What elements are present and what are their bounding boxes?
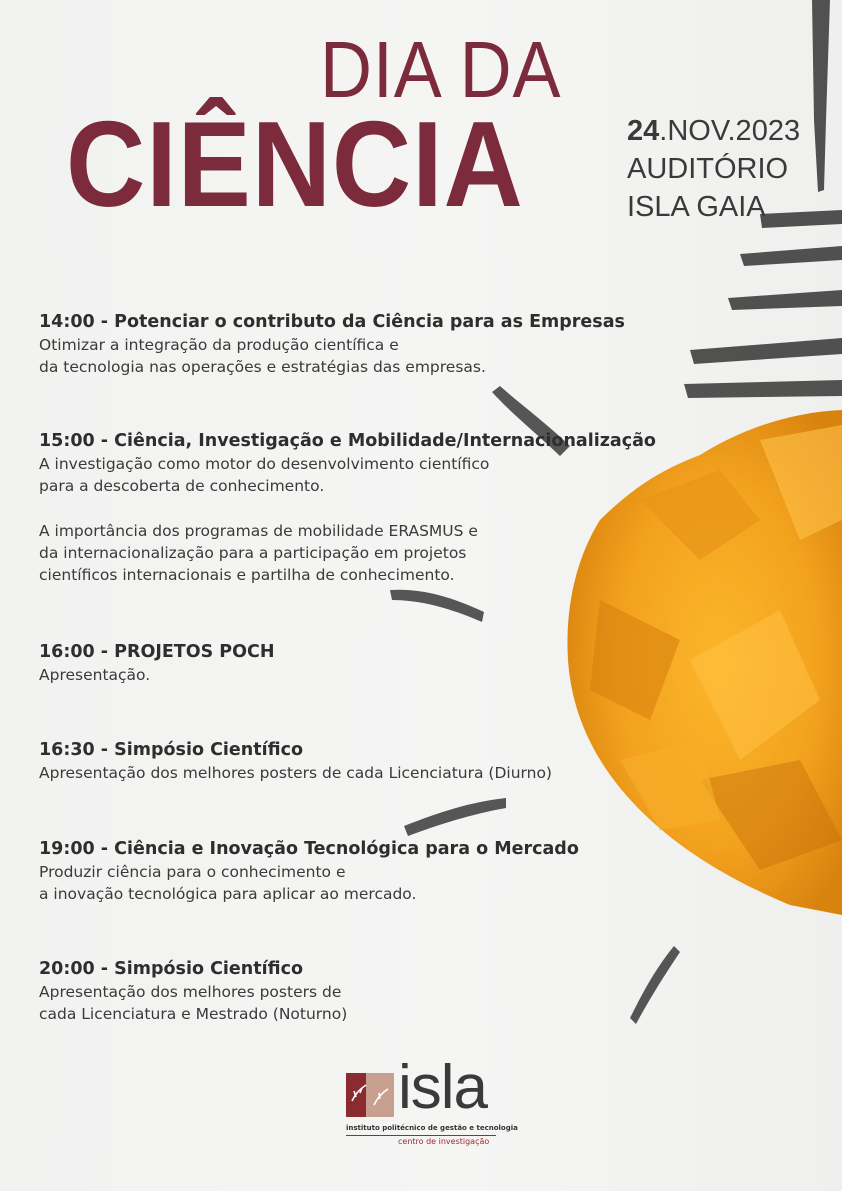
title-line-1: DIA DA [320,25,562,114]
session-heading: 15:00 - Ciência, Investigação e Mobilidade/Internacionalização [39,431,656,451]
session-1600 [39,640,275,686]
session-heading: 16:00 - PROJETOS POCH [39,642,275,662]
event-venue-line-1: AUDITÓRIO [627,153,789,185]
session-heading: 19:00 - Ciência e Inovação Tecnológica para o Mercado [39,839,579,859]
session-heading: 20:00 - Simpósio Científico [39,959,303,979]
event-date-rest: .NOV.2023 [659,115,801,147]
session-description: A importância dos programas de mobilidade ERASMUS e da internacionalização para a participação em projetos científicos internacionais e partilha de conhecimento. [39,522,478,584]
event-date [627,112,800,150]
session-description: A investigação como motor do desenvolvimento científico para a descoberta de conhecimento. [39,455,490,495]
logo-subtitle: instituto politécnico de gestão e tecnologia [346,1124,518,1132]
session-description: Otimizar a integração da produção científica e da tecnologia nas operações e estratégias das empresas. [39,336,486,376]
event-venue-line-2: ISLA GAIA [627,191,766,223]
session-description: Apresentação. [39,666,151,684]
logo-divider [346,1135,496,1136]
session-description: Produzir ciência para o conhecimento e a inovação tecnológica para aplicar ao mercado. [39,863,417,903]
session-1630 [39,738,552,784]
session-heading: 14:00 - Potenciar o contributo da Ciência para as Empresas [39,312,625,332]
title-line-2: CIÊNCIA [66,96,524,232]
session-description: Apresentação dos melhores posters de cada Licenciatura e Mestrado (Noturno) [39,983,348,1023]
isla-logo [346,1053,518,1151]
session-heading: 16:30 - Simpósio Científico [39,740,303,760]
session-2000 [39,957,347,1025]
event-date-day: 24 [627,115,660,147]
session-1900 [39,837,579,905]
session-1400 [39,310,625,378]
logo-unit: centro de investigação [398,1137,490,1146]
session-1500 [39,429,656,586]
session-description: Apresentação dos melhores posters de cada Licenciatura (Diurno) [39,764,552,782]
event-info [627,112,800,226]
isla-mark-icon [346,1071,396,1121]
logo-wordmark: isla [398,1053,488,1122]
